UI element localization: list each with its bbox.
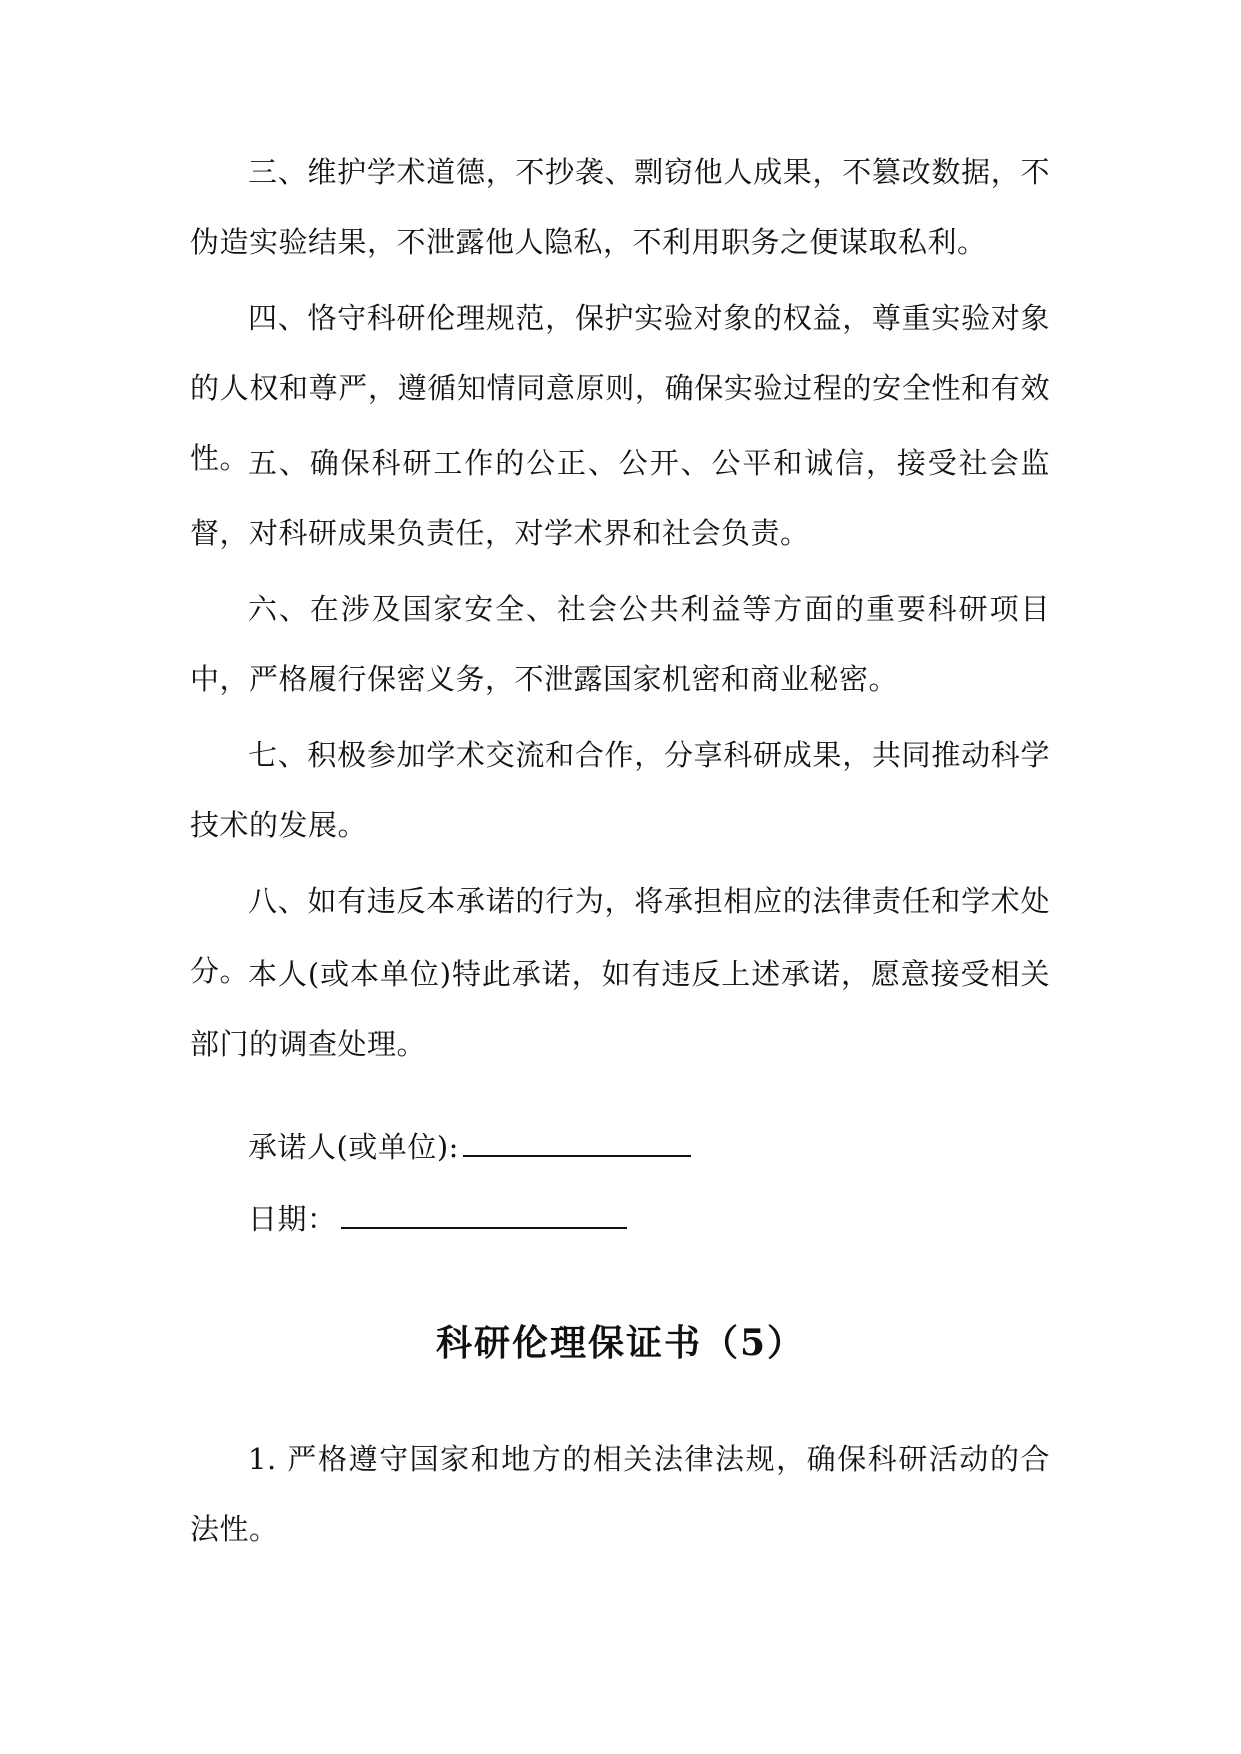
section-paragraph-1: 1. 严格遵守国家和地方的相关法律法规，确保科研活动的合法性。	[190, 1442, 1050, 1546]
section-title: 科研伦理保证书（5）	[435, 1322, 806, 1364]
paragraph-4: 四、恪守科研伦理规范，保护实验对象的权益，尊重实验对象的人权和尊严，遵循知情同意原则，确保实验过程的安全性和有效性。	[190, 301, 1050, 475]
promisor-blank[interactable]	[463, 1125, 691, 1157]
paragraph-declaration: 本人(或本单位)特此承诺，如有违反上述承诺，愿意接受相关部门的调查处理。	[190, 957, 1050, 1061]
date-blank[interactable]	[341, 1197, 627, 1229]
paragraph-6: 六、在涉及国家安全、社会公共利益等方面的重要科研项目中，严格履行保密义务，不泄露国家机密和商业秘密。	[190, 592, 1050, 696]
paragraph-8: 八、如有违反本承诺的行为，将承担相应的法律责任和学术处分。	[190, 884, 1050, 988]
date-label: 日期：	[248, 1202, 337, 1236]
date-line	[248, 1197, 627, 1239]
promisor-label: 承诺人(或单位):	[248, 1130, 459, 1164]
paragraph-5: 五、确保科研工作的公正、公开、公平和诚信，接受社会监督，对科研成果负责任，对学术界和社会负责。	[190, 446, 1050, 550]
paragraph-7: 七、积极参加学术交流和合作，分享科研成果，共同推动科学技术的发展。	[190, 738, 1050, 842]
promisor-line	[248, 1125, 691, 1167]
paragraph-3: 三、维护学术道德，不抄袭、剽窃他人成果，不篡改数据，不伪造实验结果，不泄露他人隐私，不利用职务之便谋取私利。	[190, 155, 1050, 259]
